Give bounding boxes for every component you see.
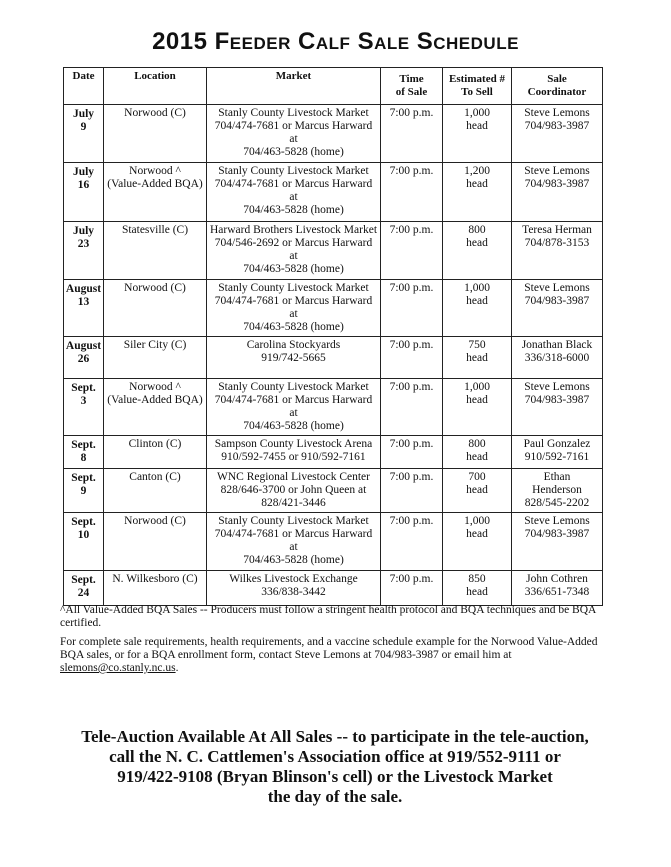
header-date: Date — [64, 68, 104, 105]
sale-schedule-table — [63, 67, 603, 606]
table-row — [64, 337, 603, 379]
cell-location: Norwood ^ (Value-Added BQA) — [104, 163, 207, 222]
cell-location: Statesville (C) — [104, 222, 207, 280]
cell-location: Clinton (C) — [104, 436, 207, 469]
cell-date: Sept. 3 — [64, 379, 104, 436]
cell-market: Harward Brothers Livestock Market 704/546-2692 or Marcus Harward at 704/463-5828 (home) — [207, 222, 381, 280]
cell-estimate: 1,000 head — [443, 379, 512, 436]
table-row — [64, 379, 603, 436]
cell-location: Norwood (C) — [104, 513, 207, 571]
header-market: Market — [207, 68, 381, 105]
tele-auction-notice — [60, 727, 610, 807]
cell-location: Norwood ^ (Value-Added BQA) — [104, 379, 207, 436]
cell-estimate: 850 head — [443, 571, 512, 606]
header-coordinator: Sale Coordinator — [512, 68, 603, 105]
tele-line: call the N. C. Cattlemen's Association office at 919/552-9111 or — [109, 747, 561, 766]
table-row — [64, 436, 603, 469]
cell-time: 7:00 p.m. — [381, 379, 443, 436]
info-text: For complete sale requirements, health requirements, and a vaccine schedule example for the Norwood Value-Added BQA sales, or for a BQA enrollment form, contact Steve Lemons at 704/983-3987 or email him at — [60, 636, 598, 661]
cell-market: Wilkes Livestock Exchange 336/838-3442 — [207, 571, 381, 606]
table-row — [64, 513, 603, 571]
cell-market: Stanly County Livestock Market 704/474-7681 or Marcus Harward at 704/463-5828 (home) — [207, 513, 381, 571]
cell-date: Sept. 8 — [64, 436, 104, 469]
cell-time: 7:00 p.m. — [381, 513, 443, 571]
tele-line: Tele-Auction Available At All Sales -- to participate in the tele-auction, — [81, 727, 589, 746]
cell-location: Norwood (C) — [104, 105, 207, 163]
cell-estimate: 700 head — [443, 469, 512, 513]
cell-date: August 26 — [64, 337, 104, 379]
cell-date: Sept. 24 — [64, 571, 104, 606]
table-row — [64, 163, 603, 222]
table-row — [64, 280, 603, 337]
cell-time: 7:00 p.m. — [381, 163, 443, 222]
cell-estimate: 800 head — [443, 436, 512, 469]
cell-estimate: 1,000 head — [443, 280, 512, 337]
header-estimated: Estimated # To Sell — [443, 68, 512, 105]
cell-market: Stanly County Livestock Market 704/474-7681 or Marcus Harward at 704/463-5828 (home) — [207, 280, 381, 337]
cell-date: Sept. 9 — [64, 469, 104, 513]
cell-date: August 13 — [64, 280, 104, 337]
cell-time: 7:00 p.m. — [381, 280, 443, 337]
cell-coordinator: Jonathan Black 336/318-6000 — [512, 337, 603, 379]
cell-location: Siler City (C) — [104, 337, 207, 379]
cell-coordinator: Paul Gonzalez 910/592-7161 — [512, 436, 603, 469]
cell-estimate: 750 head — [443, 337, 512, 379]
page-title: 2015 Feeder Calf Sale Schedule — [152, 28, 519, 55]
table-row — [64, 469, 603, 513]
cell-market: WNC Regional Livestock Center 828/646-3700 or John Queen at 828/421-3446 — [207, 469, 381, 513]
table-header-row — [64, 68, 603, 105]
cell-location: N. Wilkesboro (C) — [104, 571, 207, 606]
cell-market: Carolina Stockyards 919/742-5665 — [207, 337, 381, 379]
cell-date: July 23 — [64, 222, 104, 280]
cell-date: July 9 — [64, 105, 104, 163]
cell-location: Norwood (C) — [104, 280, 207, 337]
cell-estimate: 1,000 head — [443, 513, 512, 571]
tele-line: the day of the sale. — [267, 787, 403, 806]
cell-date: July 16 — [64, 163, 104, 222]
cell-estimate: 1,000 head — [443, 105, 512, 163]
cell-coordinator: Steve Lemons 704/983-3987 — [512, 105, 603, 163]
cell-time: 7:00 p.m. — [381, 337, 443, 379]
cell-date: Sept. 10 — [64, 513, 104, 571]
cell-market: Sampson County Livestock Arena 910/592-7455 or 910/592-7161 — [207, 436, 381, 469]
table-row — [64, 105, 603, 163]
bqa-footnote: ^All Value-Added BQA Sales -- Producers must follow a stringent health protocol and BQA techniques and be BQA certified. — [60, 604, 596, 629]
table-row — [64, 571, 603, 606]
cell-location: Canton (C) — [104, 469, 207, 513]
cell-coordinator: Steve Lemons 704/983-3987 — [512, 513, 603, 571]
cell-coordinator: John Cothren 336/651-7348 — [512, 571, 603, 606]
cell-coordinator: Steve Lemons 704/983-3987 — [512, 163, 603, 222]
cell-time: 7:00 p.m. — [381, 571, 443, 606]
cell-market: Stanly County Livestock Market 704/474-7681 or Marcus Harward at 704/463-5828 (home) — [207, 105, 381, 163]
header-time: Time of Sale — [381, 68, 443, 105]
cell-market: Stanly County Livestock Market 704/474-7681 or Marcus Harward at 704/463-5828 (home) — [207, 163, 381, 222]
cell-coordinator: Steve Lemons 704/983-3987 — [512, 379, 603, 436]
cell-market: Stanly County Livestock Market 704/474-7681 or Marcus Harward at 704/463-5828 (home) — [207, 379, 381, 436]
cell-coordinator: Ethan Henderson 828/545-2202 — [512, 469, 603, 513]
cell-time: 7:00 p.m. — [381, 436, 443, 469]
cell-estimate: 1,200 head — [443, 163, 512, 222]
cell-time: 7:00 p.m. — [381, 469, 443, 513]
table-row — [64, 222, 603, 280]
tele-line: 919/422-9108 (Bryan Blinson's cell) or the Livestock Market — [117, 767, 553, 786]
header-location: Location — [104, 68, 207, 105]
cell-time: 7:00 p.m. — [381, 105, 443, 163]
cell-time: 7:00 p.m. — [381, 222, 443, 280]
cell-coordinator: Steve Lemons 704/983-3987 — [512, 280, 603, 337]
requirements-info: For complete sale requirements, health requirements, and a vaccine schedule example for the Norwood Value-Added BQA sales, or for a BQA enrollment form, contact Steve Lemons at 704/983-3987 or email him at slemons@co.stanly.nc.us. — [60, 636, 598, 674]
cell-coordinator: Teresa Herman 704/878-3153 — [512, 222, 603, 280]
contact-email-link[interactable]: slemons@co.stanly.nc.us — [60, 662, 176, 674]
cell-estimate: 800 head — [443, 222, 512, 280]
